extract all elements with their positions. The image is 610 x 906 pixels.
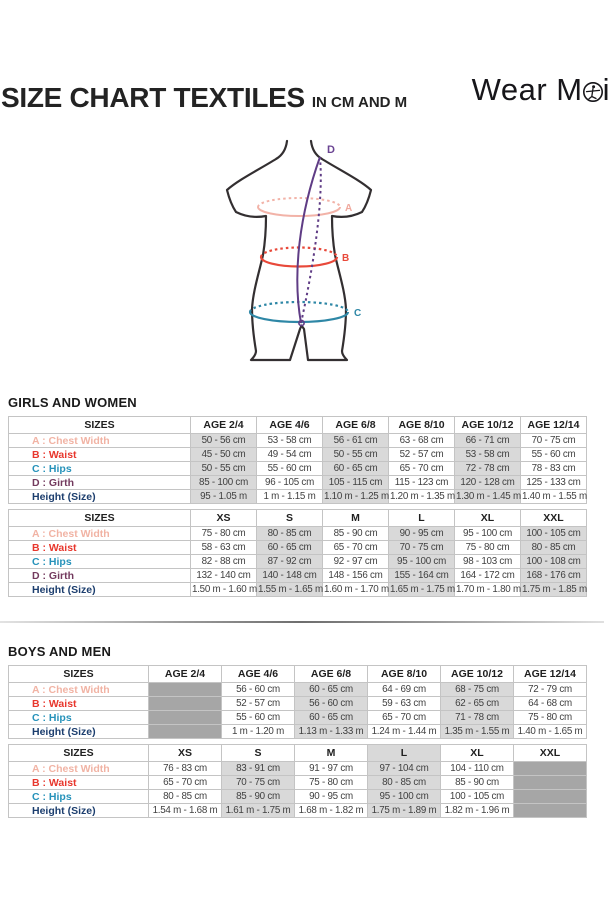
size-cell: 100 - 105 cm (521, 527, 587, 541)
column-header: S (257, 510, 323, 527)
size-cell: 140 - 148 cm (257, 569, 323, 583)
table-row (9, 434, 587, 448)
measurement-figure-diagram (200, 133, 405, 378)
size-cell: 1.75 m - 1.85 m (522, 584, 587, 595)
size-cell: 1.50 m - 1.60 m (192, 584, 257, 595)
size-cell (514, 790, 587, 804)
dancer-in-o-icon (581, 79, 605, 103)
row-label: Height (Size) (9, 804, 149, 818)
section-heading: GIRLS AND WOMEN (8, 395, 137, 410)
row-label: A : Chest Width (9, 683, 149, 697)
size-cell: 148 - 156 cm (323, 569, 389, 583)
size-cell: 85 - 100 cm (191, 476, 257, 490)
size-cell: 104 - 110 cm (441, 762, 514, 776)
row-label: B : Waist (9, 448, 191, 462)
size-cell: 1.40 m - 1.55 m (522, 491, 587, 502)
row-label: C : Hips (9, 711, 149, 725)
size-cell: 98 - 103 cm (455, 555, 521, 569)
size-cell: 1.35 m - 1.55 m (441, 725, 514, 739)
column-header: M (323, 510, 389, 527)
size-cell: 75 - 80 cm (191, 527, 257, 541)
size-cell: 63 - 68 cm (389, 434, 455, 448)
size-cell: 1.24 m - 1.44 m (368, 725, 441, 739)
size-cell: 62 - 65 cm (441, 697, 514, 711)
column-header: AGE 4/6 (257, 417, 323, 434)
size-cell: 105 - 115 cm (323, 476, 389, 490)
size-cell (514, 762, 587, 776)
section-heading: BOYS AND MEN (8, 644, 112, 659)
size-cell: 95 - 1.05 m (191, 490, 257, 504)
column-header: L (368, 745, 441, 762)
size-cell: 52 - 57 cm (389, 448, 455, 462)
row-label: C : Hips (9, 462, 191, 476)
row-label: A : Chest Width (9, 434, 191, 448)
size-cell: 68 - 75 cm (441, 683, 514, 697)
column-header: AGE 12/14 (514, 666, 587, 683)
size-cell: 55 - 60 cm (257, 462, 323, 476)
row-label: A : Chest Width (9, 762, 149, 776)
table-row (9, 790, 587, 804)
table-row (9, 683, 587, 697)
size-cell: 1.55 m - 1.65 m (258, 584, 323, 595)
header-row (9, 666, 587, 683)
size-cell: 115 - 123 cm (389, 476, 455, 490)
size-cell: 50 - 56 cm (191, 434, 257, 448)
size-cell: 87 - 92 cm (257, 555, 323, 569)
column-header: S (222, 745, 295, 762)
column-header: L (389, 510, 455, 527)
size-cell: 90 - 95 cm (295, 790, 368, 804)
girth-line (297, 157, 320, 326)
table-row (9, 776, 587, 790)
size-cell: 65 - 70 cm (149, 776, 222, 790)
column-header: SIZES (9, 510, 191, 527)
size-cell: 1.20 m - 1.35 m (390, 491, 455, 502)
size-cell: 82 - 88 cm (191, 555, 257, 569)
header-row (9, 510, 587, 527)
size-cell: 65 - 70 cm (323, 541, 389, 555)
section-boys-and-men (8, 644, 586, 823)
brand-logo-text: Wear M (471, 72, 583, 107)
row-label: Height (Size) (9, 725, 149, 739)
size-cell (149, 683, 222, 697)
size-cell: 50 - 55 cm (323, 448, 389, 462)
size-cell (149, 697, 222, 711)
column-header: AGE 8/10 (389, 417, 455, 434)
size-cell: 155 - 164 cm (389, 569, 455, 583)
size-cell: 97 - 104 cm (368, 762, 441, 776)
row-label: A : Chest Width (9, 527, 191, 541)
size-table (8, 416, 587, 504)
column-header: XS (191, 510, 257, 527)
section-divider (0, 621, 604, 623)
size-cell: 92 - 97 cm (323, 555, 389, 569)
size-cell: 80 - 85 cm (257, 527, 323, 541)
row-label: B : Waist (9, 776, 149, 790)
size-cell: 1 m - 1.20 m (222, 725, 295, 739)
row-label: B : Waist (9, 541, 191, 555)
size-cell: 1.70 m - 1.80 m (456, 584, 521, 595)
column-header: XL (441, 745, 514, 762)
page-title: SIZE CHART TEXTILES (1, 82, 305, 113)
column-header: XL (455, 510, 521, 527)
size-cell: 91 - 97 cm (295, 762, 368, 776)
size-cell: 96 - 105 cm (257, 476, 323, 490)
size-cell: 64 - 68 cm (514, 697, 587, 711)
column-header: XXL (521, 510, 587, 527)
row-label: C : Hips (9, 555, 191, 569)
size-table (8, 744, 587, 818)
size-cell: 83 - 91 cm (222, 762, 295, 776)
size-cell: 95 - 100 cm (455, 527, 521, 541)
table-row (9, 804, 587, 818)
size-cell: 60 - 65 cm (295, 711, 368, 725)
column-header: M (295, 745, 368, 762)
table-row (9, 541, 587, 555)
table-row (9, 490, 587, 504)
header-row (9, 417, 587, 434)
size-table (8, 509, 587, 597)
table-row (9, 711, 587, 725)
size-cell: 72 - 79 cm (514, 683, 587, 697)
row-label: D : Girth (9, 569, 191, 583)
size-cell: 72 - 78 cm (455, 462, 521, 476)
size-cell: 85 - 90 cm (222, 790, 295, 804)
waist-marker-label: B (342, 253, 350, 264)
size-cell: 49 - 54 cm (257, 448, 323, 462)
size-cell (149, 725, 222, 739)
table-row (9, 462, 587, 476)
section-girls-and-women (8, 395, 586, 602)
row-label: Height (Size) (9, 490, 191, 504)
column-header: AGE 2/4 (191, 417, 257, 434)
row-label: Height (Size) (9, 583, 191, 597)
size-cell: 70 - 75 cm (389, 541, 455, 555)
column-header: SIZES (9, 417, 191, 434)
size-cell: 53 - 58 cm (455, 448, 521, 462)
size-cell (514, 776, 587, 790)
column-header: AGE 10/12 (455, 417, 521, 434)
column-header: XXL (514, 745, 587, 762)
column-header: AGE 6/8 (295, 666, 368, 683)
column-header: SIZES (9, 666, 149, 683)
size-cell: 100 - 108 cm (521, 555, 587, 569)
size-cell: 1.10 m - 1.25 m (324, 491, 389, 502)
girth-marker-label: D (327, 144, 335, 156)
brand-logo-text-end: i (602, 72, 610, 107)
size-cell: 1.68 m - 1.82 m (295, 804, 368, 818)
table-row (9, 448, 587, 462)
size-cell: 58 - 63 cm (191, 541, 257, 555)
size-cell: 70 - 75 cm (222, 776, 295, 790)
size-cell: 53 - 58 cm (257, 434, 323, 448)
size-cell: 70 - 75 cm (521, 434, 587, 448)
table-row (9, 697, 587, 711)
hips-marker-label: C (354, 308, 362, 319)
size-cell: 1.61 m - 1.75 m (222, 804, 295, 818)
table-row (9, 527, 587, 541)
size-cell: 75 - 80 cm (514, 711, 587, 725)
size-cell: 56 - 60 cm (295, 697, 368, 711)
row-label: D : Girth (9, 476, 191, 490)
table-row (9, 555, 587, 569)
size-cell: 66 - 71 cm (455, 434, 521, 448)
size-cell: 1.75 m - 1.89 m (368, 804, 441, 818)
size-cell: 1.40 m - 1.65 m (514, 725, 587, 739)
table-row (9, 725, 587, 739)
header-row (9, 745, 587, 762)
chest-marker-label: A (345, 203, 353, 214)
size-cell: 50 - 55 cm (191, 462, 257, 476)
size-cell: 1.60 m - 1.70 m (324, 584, 389, 595)
table-row (9, 583, 587, 597)
size-cell: 59 - 63 cm (368, 697, 441, 711)
size-cell: 64 - 69 cm (368, 683, 441, 697)
column-header: SIZES (9, 745, 149, 762)
size-cell (514, 804, 587, 818)
size-cell: 60 - 65 cm (257, 541, 323, 555)
size-cell: 60 - 65 cm (323, 462, 389, 476)
table-row (9, 476, 587, 490)
size-cell: 55 - 60 cm (521, 448, 587, 462)
size-table (8, 665, 587, 739)
column-header: AGE 12/14 (521, 417, 587, 434)
size-cell: 164 - 172 cm (455, 569, 521, 583)
row-label: C : Hips (9, 790, 149, 804)
size-cell: 80 - 85 cm (521, 541, 587, 555)
page-subtitle: IN CM AND M (311, 94, 408, 111)
size-cell: 132 - 140 cm (191, 569, 257, 583)
size-cell: 1.82 m - 1.96 m (441, 804, 514, 818)
size-cell: 80 - 85 cm (368, 776, 441, 790)
size-cell: 45 - 50 cm (191, 448, 257, 462)
size-cell: 1.54 m - 1.68 m (149, 804, 222, 818)
row-label: B : Waist (9, 697, 149, 711)
column-header: XS (149, 745, 222, 762)
size-cell: 56 - 60 cm (222, 683, 295, 697)
size-cell: 75 - 80 cm (455, 541, 521, 555)
size-cell: 56 - 61 cm (323, 434, 389, 448)
size-cell: 65 - 70 cm (368, 711, 441, 725)
size-cell: 55 - 60 cm (222, 711, 295, 725)
brand-logo (472, 72, 610, 108)
table-row (9, 569, 587, 583)
page-header (1, 82, 407, 114)
size-cell: 95 - 100 cm (389, 555, 455, 569)
size-cell: 78 - 83 cm (521, 462, 587, 476)
size-cell: 1.13 m - 1.33 m (295, 725, 368, 739)
size-cell: 52 - 57 cm (222, 697, 295, 711)
column-header: AGE 10/12 (441, 666, 514, 683)
size-cell: 65 - 70 cm (389, 462, 455, 476)
size-cell: 76 - 83 cm (149, 762, 222, 776)
column-header: AGE 2/4 (149, 666, 222, 683)
size-cell: 1.30 m - 1.45 m (456, 491, 521, 502)
size-cell: 1 m - 1.15 m (257, 490, 323, 504)
size-cell: 120 - 128 cm (455, 476, 521, 490)
table-row (9, 762, 587, 776)
size-cell: 85 - 90 cm (441, 776, 514, 790)
column-header: AGE 4/6 (222, 666, 295, 683)
size-cell (149, 711, 222, 725)
size-cell: 1.65 m - 1.75 m (390, 584, 455, 595)
column-header: AGE 6/8 (323, 417, 389, 434)
size-cell: 95 - 100 cm (368, 790, 441, 804)
chest-ellipse (258, 198, 340, 216)
size-cell: 60 - 65 cm (295, 683, 368, 697)
size-cell: 100 - 105 cm (441, 790, 514, 804)
size-cell: 85 - 90 cm (323, 527, 389, 541)
size-cell: 71 - 78 cm (441, 711, 514, 725)
size-cell: 90 - 95 cm (389, 527, 455, 541)
size-cell: 168 - 176 cm (521, 569, 587, 583)
size-cell: 75 - 80 cm (295, 776, 368, 790)
size-cell: 125 - 133 cm (521, 476, 587, 490)
size-cell: 80 - 85 cm (149, 790, 222, 804)
column-header: AGE 8/10 (368, 666, 441, 683)
